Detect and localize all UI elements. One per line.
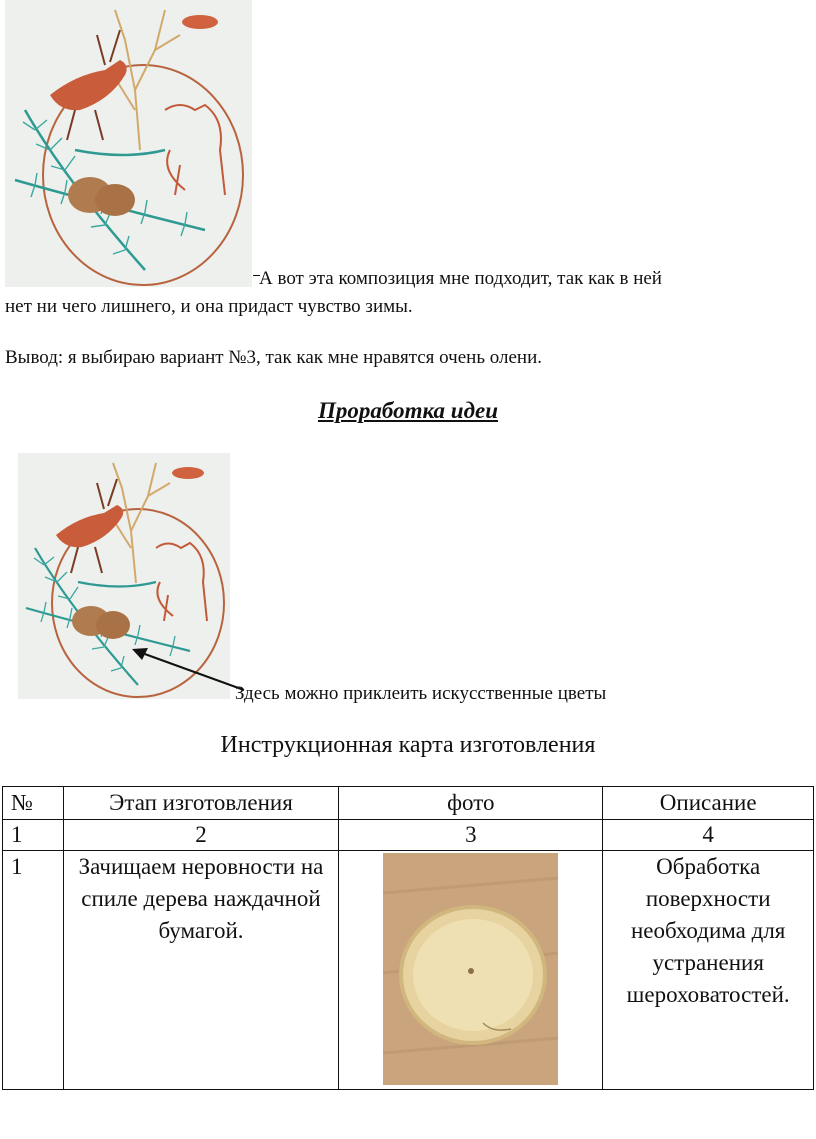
header-step: Этап изготовления — [63, 787, 339, 820]
column-number-3: 3 — [339, 820, 603, 851]
header-number: № — [3, 787, 64, 820]
card-title: Инструкционная карта изготовления — [220, 732, 596, 758]
row-number: 1 — [3, 851, 64, 1090]
paragraph-line-2: нет ни чего лишнего, и она придаст чувство зимы. — [5, 296, 413, 317]
photo-cell — [339, 851, 603, 1090]
header-photo: фото — [339, 787, 603, 820]
column-number-2: 2 — [63, 820, 339, 851]
sketch-image-1 — [5, 0, 252, 287]
header-description: Описание — [603, 787, 814, 820]
paragraph-line-1: А вот эта композиция мне подходит, так как в ней — [259, 268, 662, 289]
table-header-row — [3, 787, 814, 820]
table-row — [3, 851, 814, 1090]
annotation-text: Здесь можно приклеить искусственные цветы — [235, 683, 607, 704]
description-text: Обработка поверхности необходима для устранения шероховатостей. — [626, 854, 790, 1007]
instruction-table — [2, 786, 814, 1090]
conclusion-text: Вывод: я выбираю вариант №3, так как мне нравятся очень олени. — [5, 347, 543, 368]
step-cell — [63, 851, 339, 1090]
step-text: Зачищаем неровности на спиле дерева наждачной бумагой. — [78, 854, 324, 943]
wood-slice-photo — [383, 853, 558, 1085]
column-number-1: 1 — [3, 820, 64, 851]
section-title: Проработка идеи — [318, 398, 498, 423]
table-number-row — [3, 820, 814, 851]
description-cell — [603, 851, 814, 1090]
pointer-arrow — [120, 640, 250, 700]
column-number-4: 4 — [603, 820, 814, 851]
